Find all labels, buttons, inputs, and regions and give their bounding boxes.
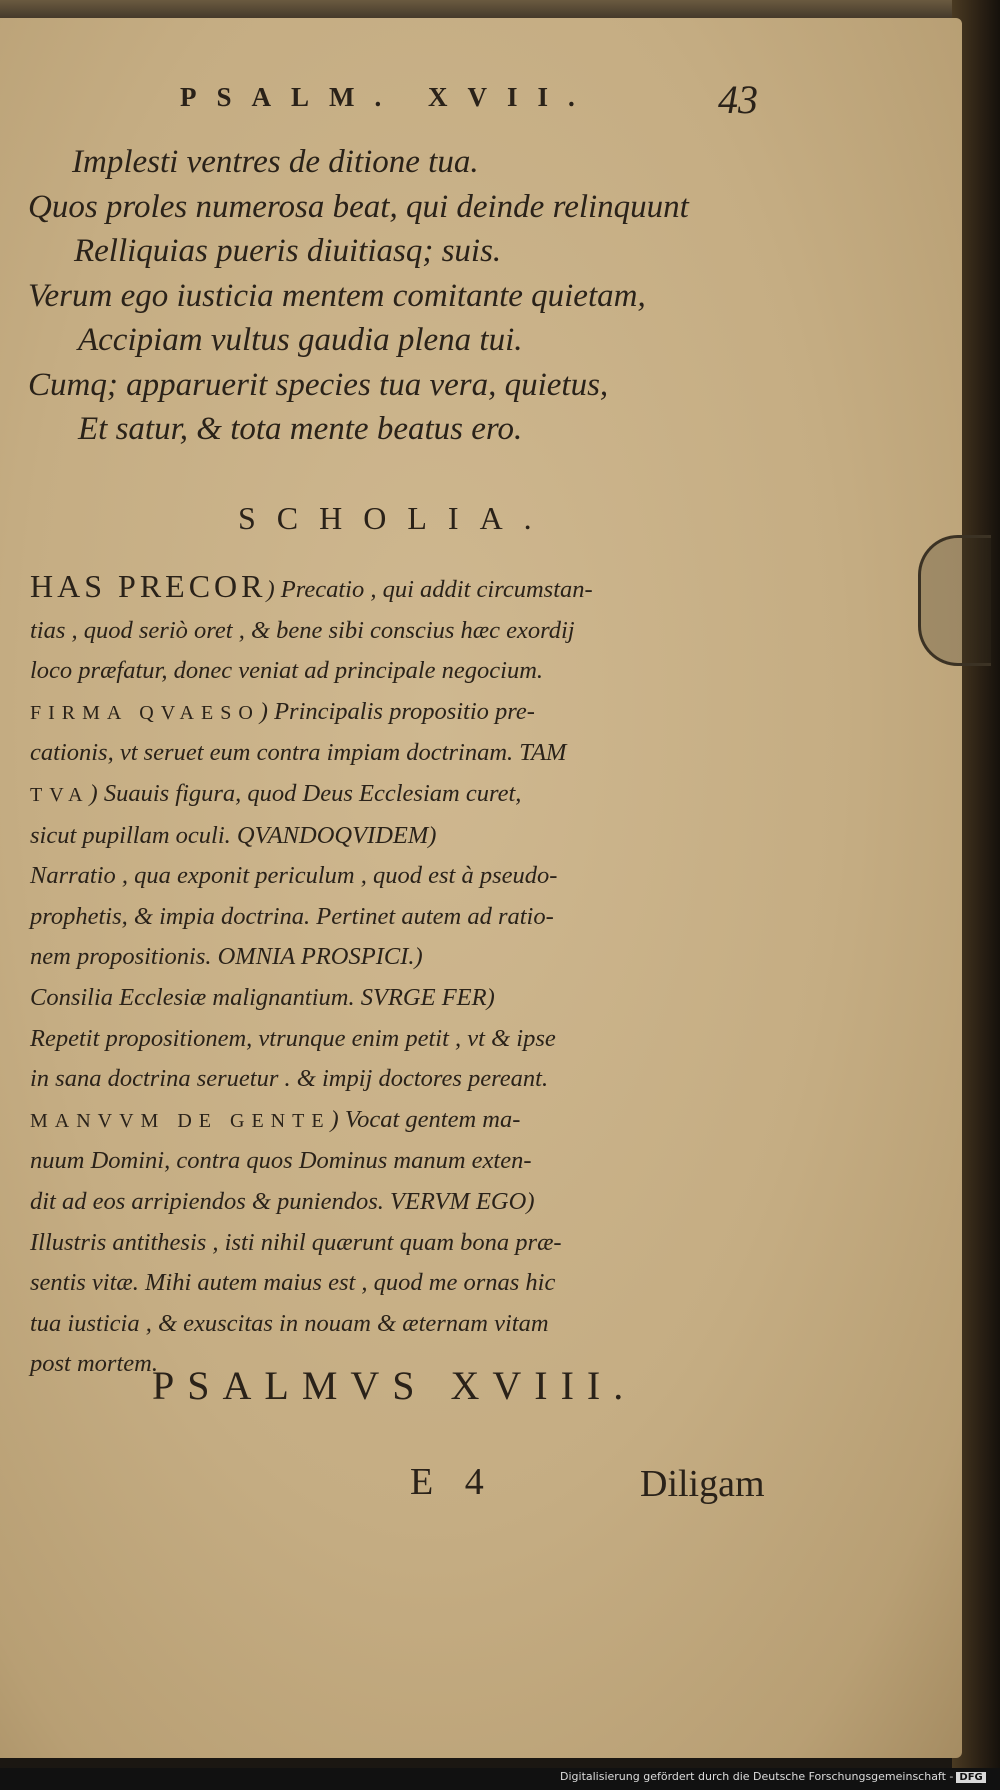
commentary-line: FIRMA QVAESO) Principalis propositio pre- [30, 697, 535, 725]
lemma: HAS PRECOR [30, 568, 267, 604]
digitization-credit [560, 1770, 986, 1783]
scholia-commentary [30, 566, 770, 1385]
commentary-line: nuum Domini, contra quos Dominus manum exten- [30, 1147, 532, 1175]
commentary-line: tias , quod seriò oret , & bene sibi conscius hæc exordij [30, 616, 575, 644]
page-clip [918, 535, 991, 666]
psalm-title: PSALMVS XVIII. [152, 1363, 637, 1408]
commentary-line: sicut pupillam oculi. QVANDOQVIDEM) [30, 821, 437, 849]
lemma: MANVVM DE GENTE [30, 1109, 331, 1132]
commentary-line: Repetit propositionem, vtrunque enim petit , vt & ipse [30, 1024, 556, 1052]
commentary-line: prophetis, & impia doctrina. Pertinet autem ad ratio- [30, 902, 554, 930]
commentary-line: MANVVM DE GENTE) Vocat gentem ma- [30, 1105, 521, 1133]
poem-line: Accipiam vultus gaudia plena tui. [78, 322, 523, 358]
commentary-line: TVA) Suauis figura, quod Deus Ecclesiam curet, [30, 779, 522, 807]
commentary-line: sentis vitæ. Mihi autem maius est , quod me ornas hic [30, 1269, 556, 1297]
commentary-line: Consilia Ecclesiæ malignantium. SVRGE FER) [30, 983, 495, 1011]
commentary-line: nem propositionis. OMNIA PROSPICI.) [30, 943, 423, 971]
poem-line: Verum ego iusticia mentem comitante quietam, [28, 277, 646, 314]
commentary-line: tua iusticia , & exuscitas in nouam & æternam vitam [30, 1309, 549, 1337]
commentary-line: HAS PRECOR) Precatio , qui addit circumstan- [30, 568, 593, 604]
commentary-line: Illustris antithesis , isti nihil quærunt quam bona præ- [30, 1228, 562, 1256]
running-head: PSALM. XVII. [180, 82, 595, 112]
poem-line: Relliquias pueris diuitiasq; suis. [74, 233, 502, 269]
lemma: FIRMA QVAESO [30, 701, 260, 724]
poem-block [28, 140, 818, 452]
catchword: Diligam [640, 1463, 765, 1505]
commentary-line: cationis, vt seruet eum contra impiam doctrinam. TAM [30, 739, 567, 767]
lemma: TVA [30, 783, 90, 806]
signature-mark: E 4 [410, 1461, 484, 1503]
poem-line: Implesti ventres de ditione tua. [72, 144, 479, 180]
credit-text: Digitalisierung gefördert durch die Deutsche Forschungsgemeinschaft - [560, 1770, 954, 1783]
poem-line: Quos proles numerosa beat, qui deinde relinquunt [28, 188, 689, 225]
commentary-line: in sana doctrina seruetur . & impij doctores pereant. [30, 1065, 549, 1093]
commentary-line: dit ad eos arripiendos & puniendos. VERVM EGO) [30, 1187, 535, 1215]
commentary-line: post mortem. [30, 1350, 158, 1378]
dfg-logo: DFG [956, 1772, 985, 1783]
poem-line: Cumq; apparuerit species tua vera, quietus, [28, 366, 609, 403]
poem-line: Et satur, & tota mente beatus ero. [78, 411, 523, 447]
page-number: 43 [718, 77, 758, 122]
commentary-line: loco præfatur, donec veniat ad principale negocium. [30, 657, 544, 685]
scholia-heading: SCHOLIA. [238, 500, 553, 536]
commentary-line: Narratio , qua exponit periculum , quod est à pseudo- [30, 862, 558, 890]
